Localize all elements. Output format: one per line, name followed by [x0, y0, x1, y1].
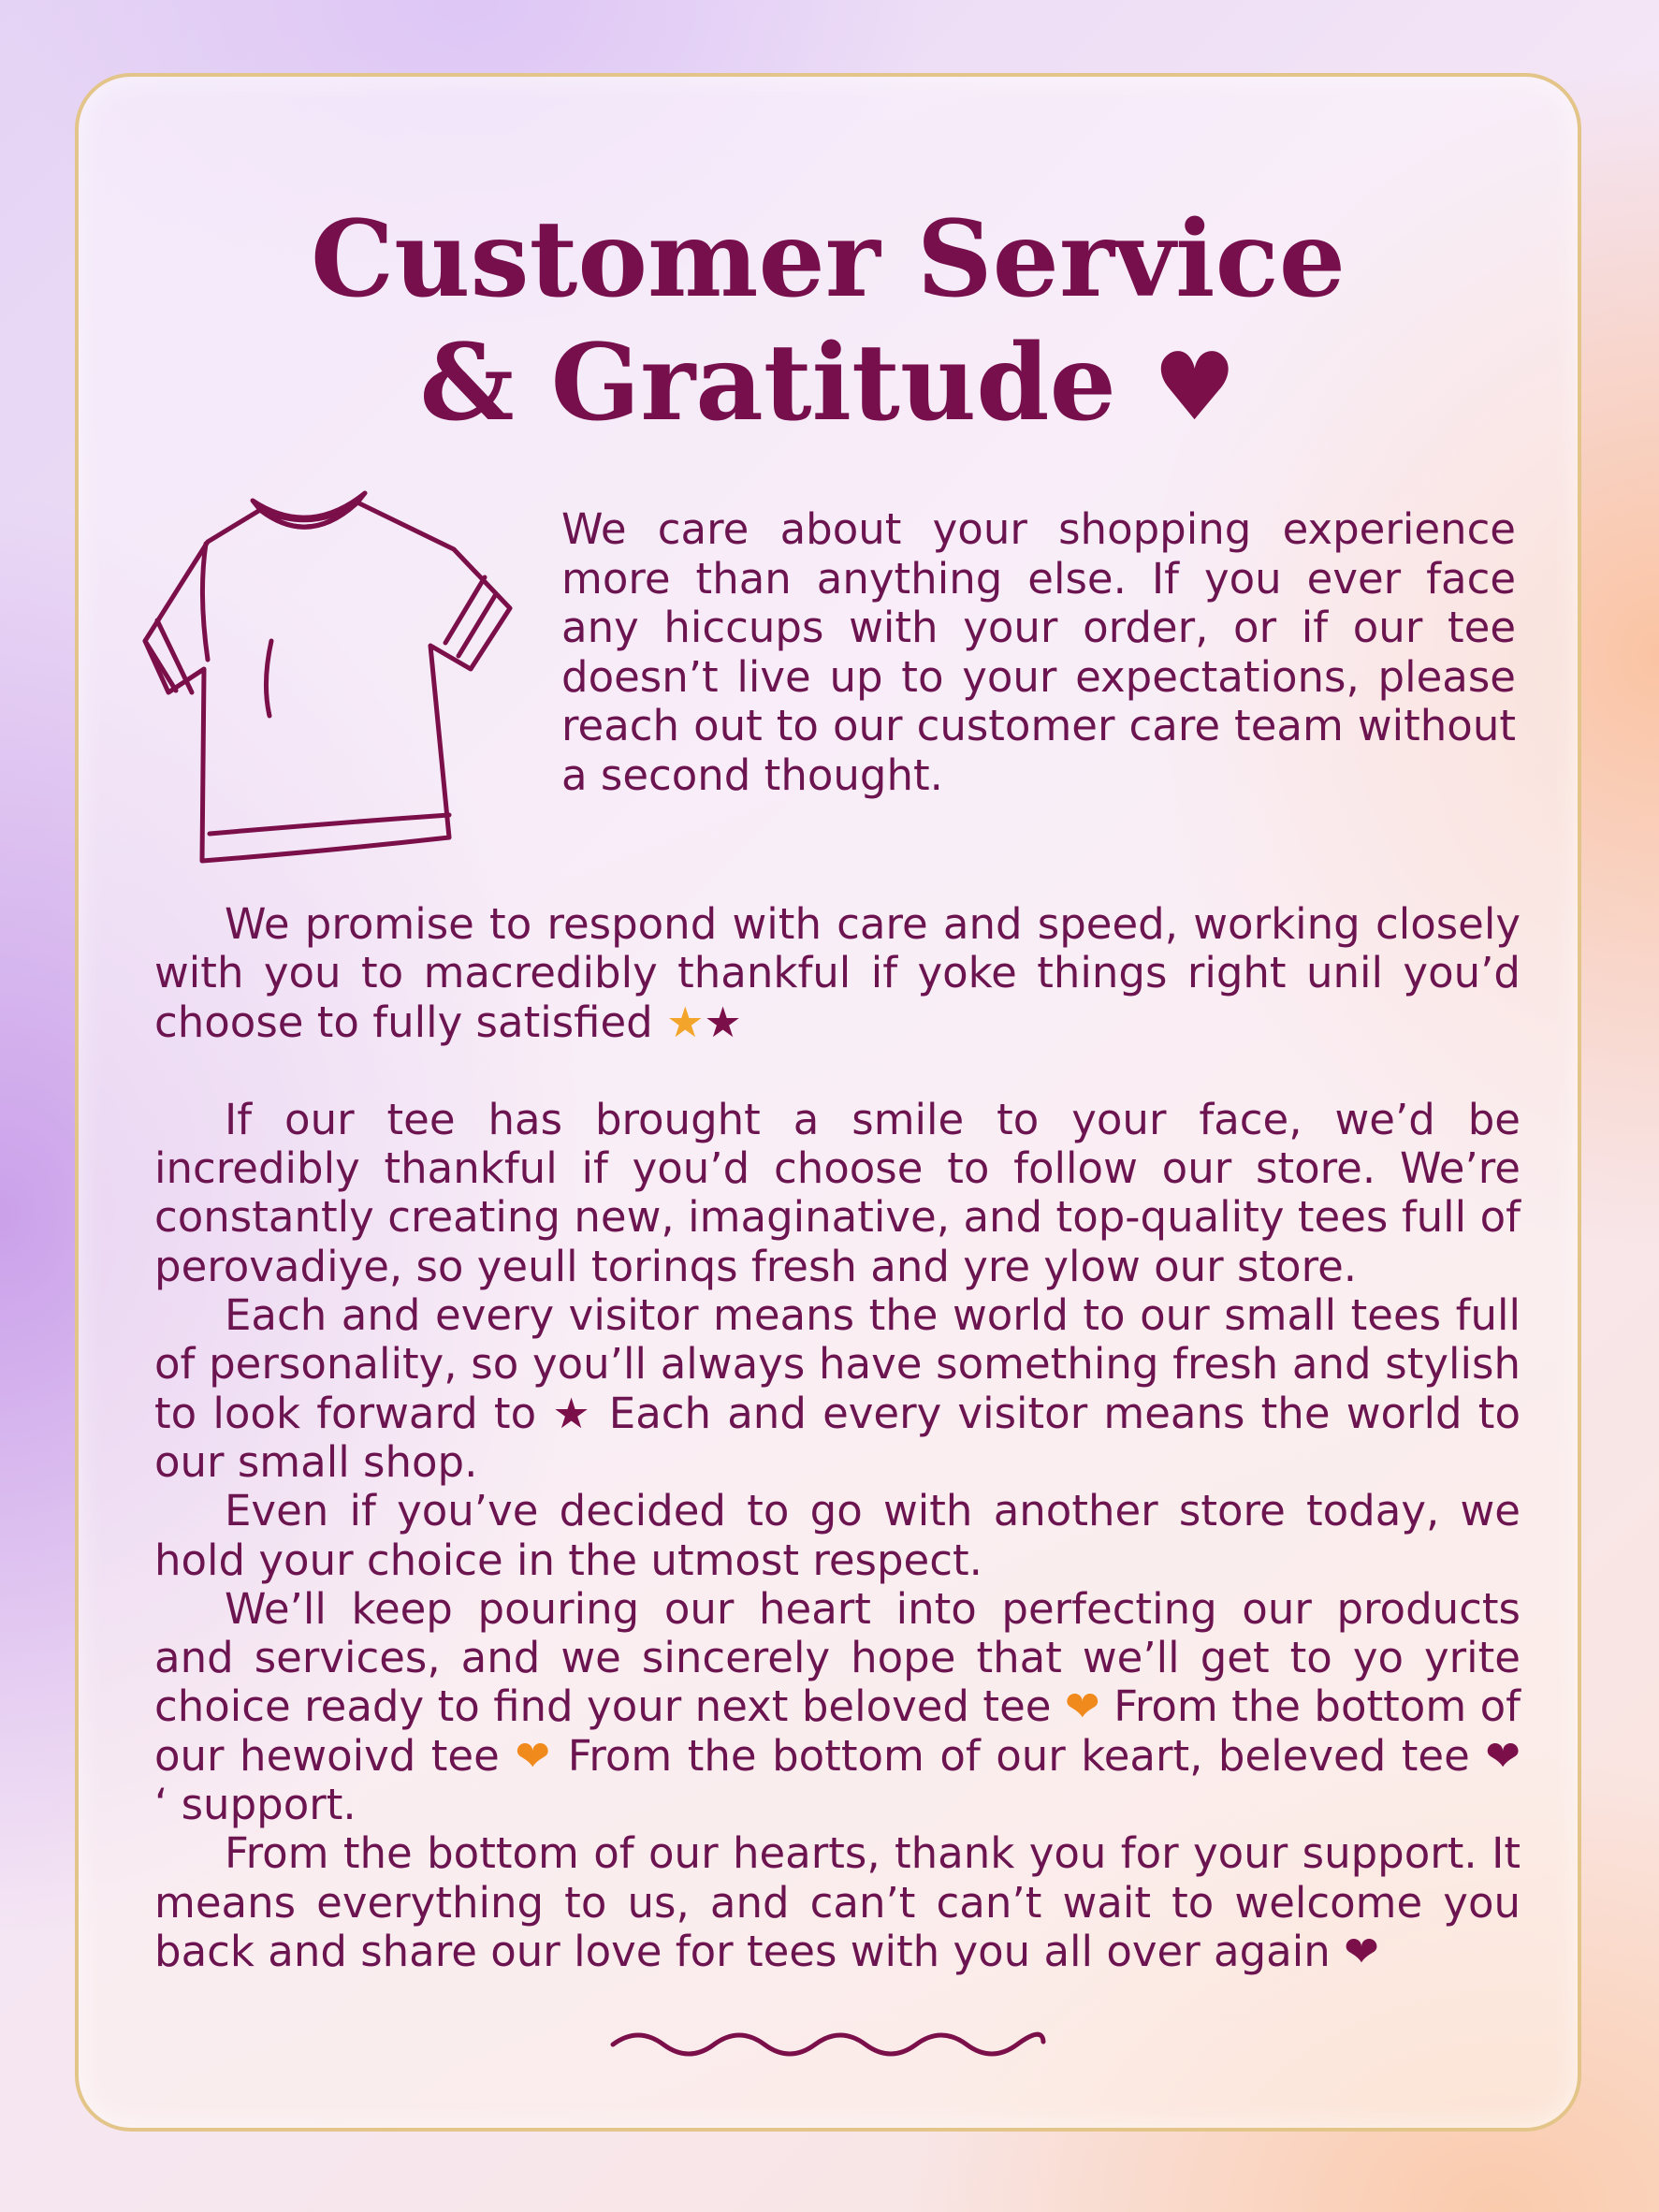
heart-icon: ♥ [1152, 331, 1237, 442]
squiggle-divider [608, 2021, 1048, 2059]
intro-text [561, 505, 1516, 800]
paragraph-visitor: Each and every visitor means the world to our small tees full of personality, so you’ll always have something fresh and stylish to look forward to ★ Each and every visitor means the world to our small shop. [154, 1290, 1521, 1487]
star-icon: ★ [704, 997, 742, 1047]
t-shirt-icon [140, 482, 515, 866]
title-line-1: Customer Service [310, 198, 1346, 321]
paragraph-perfecting: We’ll keep pouring our heart into perfecting our products and services, and we sincerely hope that we’ll get to yo yrite choice ready to find your next beloved tee ❤ From the bottom of our hewoivd tee ❤ From the bottom of our keart, beleved tee ❤ ‘ support. [154, 1583, 1521, 1830]
paragraph-promise: We promise to respond with care and speed, working closely with you to macredibly thankful if yoke things right unil you’d choose to fully satisfied ★★ [154, 899, 1521, 1047]
heart-icon: ❤ [1064, 1681, 1100, 1732]
intro-paragraph: We care about your shopping experience more than anything else. If you ever face any hiccups with your order, or if our tee doesn’t live up to your expectations, please reach out to our customer care team without a second thought. [561, 504, 1516, 800]
star-icon: ★ [666, 997, 705, 1047]
paragraph-follow-store: If our tee has brought a smile to your face, we’d be incredibly thankful if you’d choose to follow our store. We’re constantly creating new, imaginative, and top-quality tees full of perovadiye, so yeull torinqs fresh and yre ylow our store. [154, 1094, 1521, 1291]
heart-icon: ❤ [1344, 1926, 1379, 1976]
heart-icon: ❤ [515, 1730, 553, 1781]
paragraph-thank-you: From the bottom of our hearts, thank you for your support. It means everything to us, and can’t can’t wait to welcome you back and share our love for tees with you all over again ❤ [154, 1828, 1521, 1976]
title-line-2: & Gratitude [419, 322, 1116, 444]
star-icon: ★ [552, 1388, 593, 1438]
paragraph-respect: Even if you’ve decided to go with another store today, we hold your choice in the utmost respect. [154, 1486, 1521, 1585]
body-text [154, 900, 1521, 1976]
page-title [79, 198, 1578, 448]
heart-icon: ❤ [1485, 1730, 1521, 1781]
